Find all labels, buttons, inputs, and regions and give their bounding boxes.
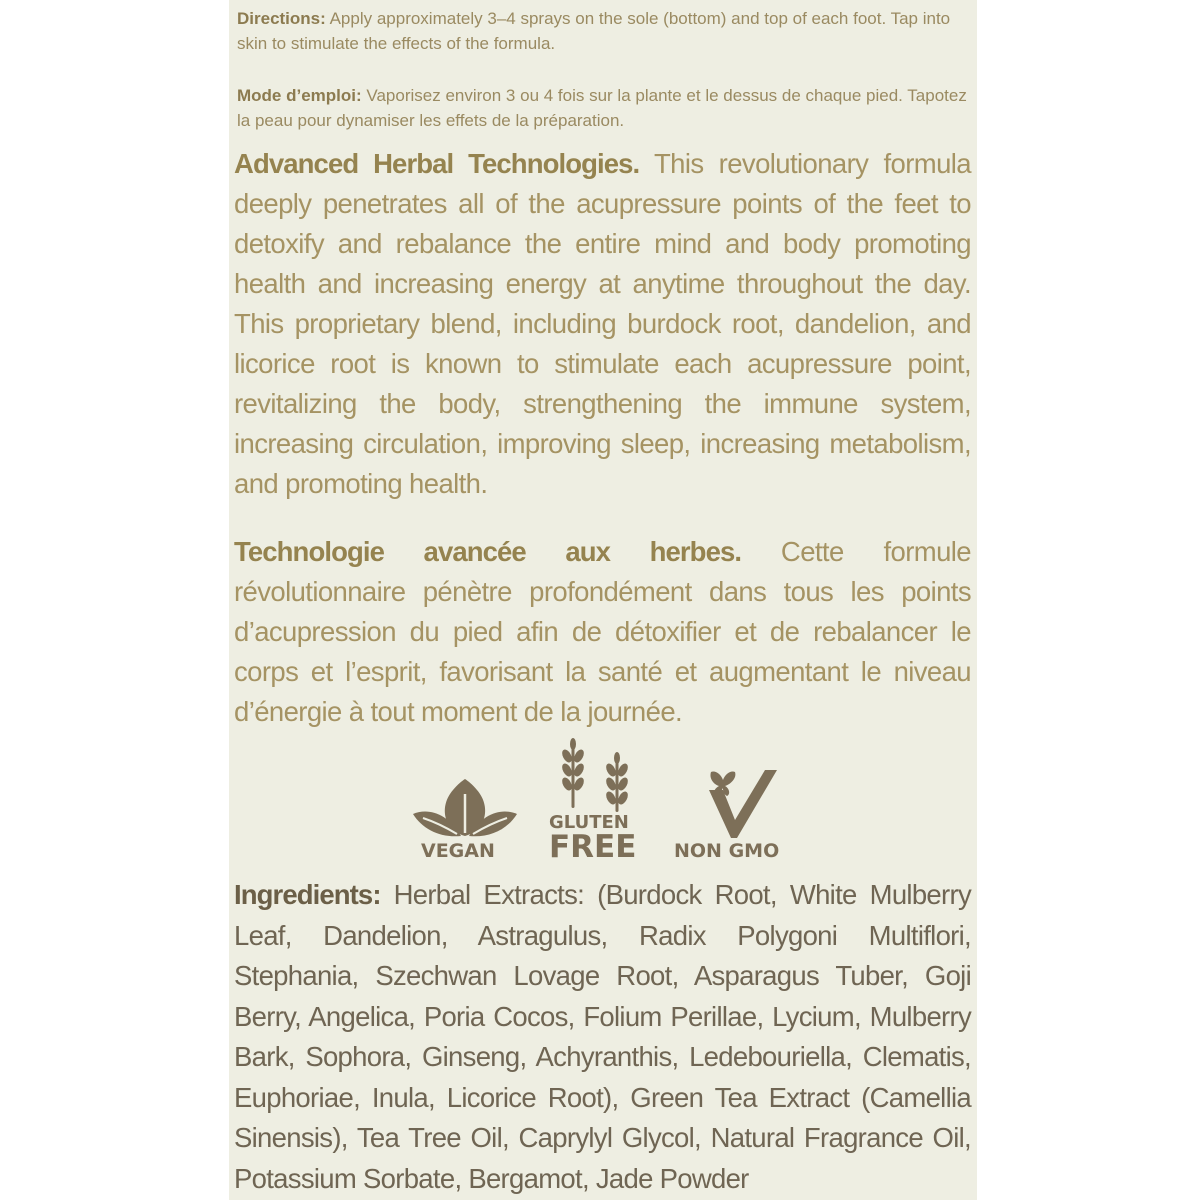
directions-french-text: Vaporisez environ 3 ou 4 fois sur la plante et le dessus de chaque pied. Tapotez la peau pour dynamiser les effets de la préparation. — [237, 86, 967, 130]
directions-french — [237, 83, 972, 133]
description-french-label: Technologie avancée aux herbes. — [234, 536, 742, 567]
vegan-leaves-icon — [411, 778, 519, 840]
description-french-text: Cette formule révolutionnaire pénètre profondément dans tous les points d’acupression du pied afin de détoxifier et de rebalancer le corps et l’esprit, favorisant la santé et augmentant le niveau d’énergie à tout moment de la journée. — [234, 536, 971, 727]
directions-french-label: Mode d’emploi: — [237, 86, 362, 105]
ingredients-label: Ingredients: — [234, 879, 381, 910]
description-french — [234, 532, 971, 732]
gluten-caption: GLUTEN — [549, 812, 629, 833]
description-english-text: This revolutionary formula deeply penetrates all of the acupressure points of the feet to detoxify and rebalance the entire mind and body promoting health and increasing energy at anytime throughout the day. This proprietary blend, including burdock root, dandelion, and licorice root is known to stimulate each acupressure point, revitalizing the body, strengthening the immune system, increasing circulation, improving sleep, increasing metabolism, and promoting health. — [234, 148, 971, 499]
directions-english-label: Directions: — [237, 9, 326, 28]
description-english — [234, 144, 971, 504]
non-gmo-caption: NON GMO — [674, 840, 780, 862]
free-caption: FREE — [549, 829, 637, 865]
ingredients-list — [234, 875, 971, 1199]
description-english-label: Advanced Herbal Technologies. — [234, 148, 640, 179]
product-label-panel — [229, 0, 977, 1200]
gluten-free-wheat-icon — [557, 738, 641, 812]
directions-english-text: Apply approximately 3–4 sprays on the sole (bottom) and top of each foot. Tap into skin to stimulate the effects of the formula. — [237, 9, 951, 53]
vegan-caption: VEGAN — [421, 840, 495, 862]
non-gmo-checkmark-icon — [699, 768, 779, 840]
directions-english — [237, 6, 972, 56]
ingredients-text: Herbal Extracts: (Burdock Root, White Mulberry Leaf, Dandelion, Astragulus, Radix Polygoni Multiflori, Stephania, Szechwan Lovage Root, Asparagus Tuber, Goji Berry, Angelica, Poria Cocos, Folium Perillae, Lycium, Mulberry Bark, Sophora, Ginseng, Achyranthis, Ledebouriella, Clematis, Euphoriae, Inula, Licorice Root), Green Tea Extract (Camellia Sinensis), Tea Tree Oil, Caprylyl Glycol, Natural Fragrance Oil, Potassium Sorbate, Bergamot, Jade Powder — [234, 879, 971, 1194]
